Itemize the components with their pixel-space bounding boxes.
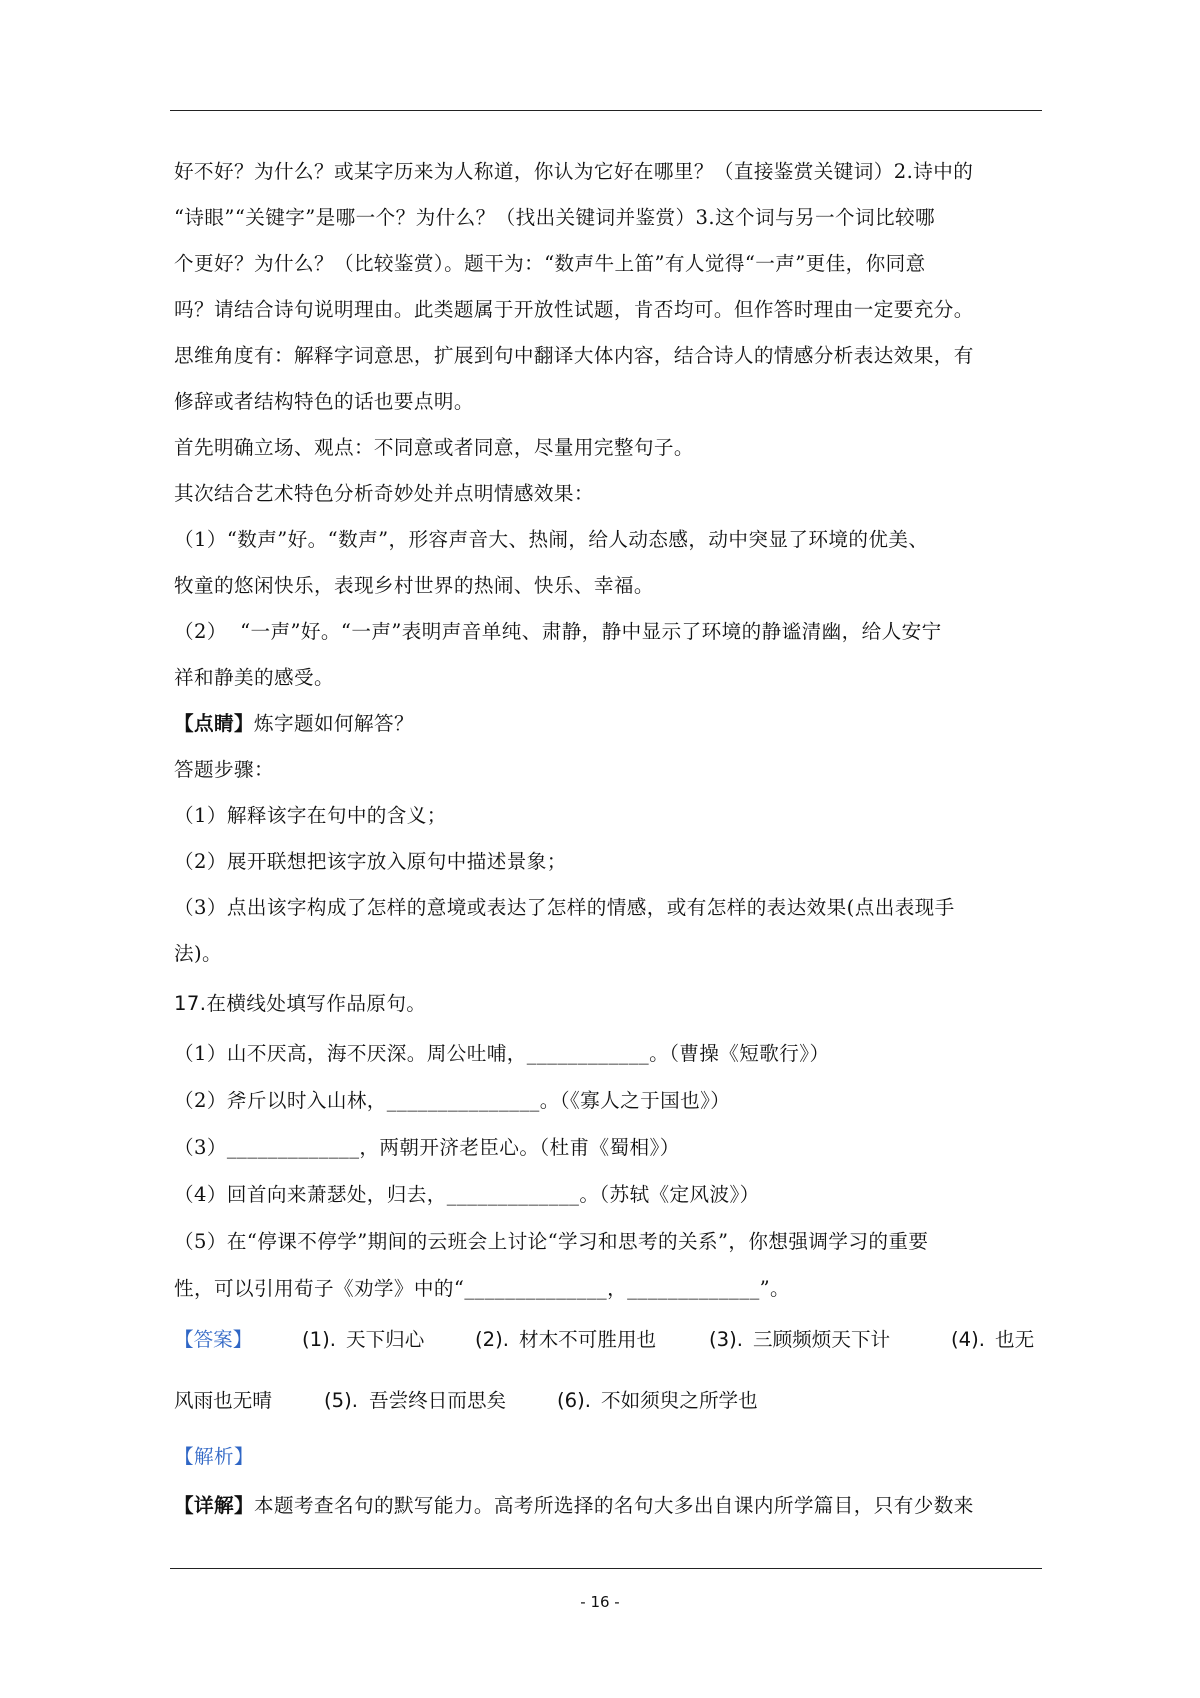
xiangjie-line	[174, 1492, 1042, 1520]
answer-number: (4).	[951, 1328, 985, 1351]
answer-text: 也无	[995, 1328, 1035, 1351]
answer-text: 天下归心	[346, 1328, 425, 1351]
text-line: 性，可以引用荀子《劝学》中的“______________，_____________”。	[174, 1277, 791, 1300]
dianjing-text: 炼字题如何解答？	[253, 712, 414, 735]
text-line: 思维角度有：解释字词意思，扩展到句中翻译大体内容，结合诗人的情感分析表达效果，有	[174, 344, 974, 367]
dianjing-line	[174, 710, 1042, 738]
text-line: （2）斧斤以时入山林，_______________。（《寡人之于国也》）	[174, 1089, 731, 1112]
answer-row	[174, 1386, 1042, 1416]
text-line: 好不好？为什么？或某字历来为人称道，你认为它好在哪里？（直接鉴赏关键词）2.诗中的	[174, 160, 974, 183]
text-line: 牧童的悠闲快乐，表现乡村世界的热闹、快乐、幸福。	[174, 574, 654, 597]
answer-row	[174, 1325, 1042, 1355]
answer-number: (3).	[709, 1328, 743, 1351]
header-rule	[170, 110, 1042, 111]
text-line: （2） “一声”好。“一声”表明声音单纯、肃静，静中显示了环境的静谧清幽，给人安宁	[174, 620, 942, 643]
xiangjie-tag: 【详解】	[174, 1494, 254, 1517]
answer-text: 三顾频烦天下计	[753, 1328, 891, 1351]
text-line: 祥和静美的感受。	[174, 666, 334, 689]
text-line: 法)。	[174, 942, 223, 965]
answer-number: (6).	[557, 1389, 591, 1412]
answer-number: (5).	[324, 1389, 358, 1412]
question-heading	[174, 990, 1042, 1018]
xiangjie-text: 本题考查名句的默写能力。高考所选择的名句大多出自课内所学篇目，只有少数来	[253, 1494, 974, 1517]
question-number: 17.	[174, 992, 207, 1015]
dianjing-tag: 【点睛】	[174, 712, 254, 735]
text-line: 首先明确立场、观点：不同意或者同意，尽量用完整句子。	[174, 436, 694, 459]
answer-text: 材木不可胜用也	[519, 1328, 657, 1351]
page-number: - 16 -	[580, 1593, 620, 1611]
text-line: 其次结合艺术特色分析奇妙处并点明情感效果：	[174, 482, 594, 505]
text-line: （4）回首向来萧瑟处，归去，_____________。（苏轼《定风波》）	[174, 1183, 760, 1206]
footer-rule	[170, 1568, 1042, 1569]
text-line: “诗眼”“关键字”是哪一个？为什么？（找出关键词并鉴赏）3.这个词与另一个词比较哪	[174, 206, 935, 229]
text-line: 答题步骤：	[174, 758, 274, 781]
text-line: 吗？请结合诗句说明理由。此类题属于开放性试题，肯否均可。但作答时理由一定要充分。	[174, 298, 974, 321]
answer-number: (2).	[475, 1328, 509, 1351]
answer-text: 不如须臾之所学也	[601, 1389, 758, 1412]
answer-text: 风雨也无晴	[174, 1389, 272, 1412]
text-line: （1）“数声”好。“数声”，形容声音大、热闹，给人动态感，动中突显了环境的优美、	[174, 528, 929, 551]
answer-text: 吾尝终日而思矣	[369, 1389, 507, 1412]
text-line: （3）_____________，两朝开济老臣心。（杜甫《蜀相》）	[174, 1136, 680, 1159]
text-line: （5）在“停课不停学”期间的云班会上讨论“学习和思考的关系”，你想强调学习的重要	[174, 1230, 929, 1253]
question-text: 在横线处填写作品原句。	[206, 992, 427, 1015]
text-line: 修辞或者结构特色的话也要点明。	[174, 390, 474, 413]
text-line: （1）山不厌高，海不厌深。周公吐哺，____________。（曹操《短歌行》）	[174, 1042, 830, 1065]
answer-number: (1).	[302, 1328, 336, 1351]
text-line: （1）解释该字在句中的含义；	[174, 804, 447, 827]
answer-tag: 【答案】	[174, 1328, 253, 1351]
jiexi-tag: 【解析】	[174, 1445, 254, 1468]
text-line: 个更好？为什么？（比较鉴赏）。题干为：“数声牛上笛”有人觉得“一声”更佳，你同意	[174, 252, 926, 275]
text-line: （2）展开联想把该字放入原句中描述景象；	[174, 850, 567, 873]
text-line: （3）点出该字构成了怎样的意境或表达了怎样的情感，或有怎样的表达效果(点出表现手	[174, 896, 955, 919]
